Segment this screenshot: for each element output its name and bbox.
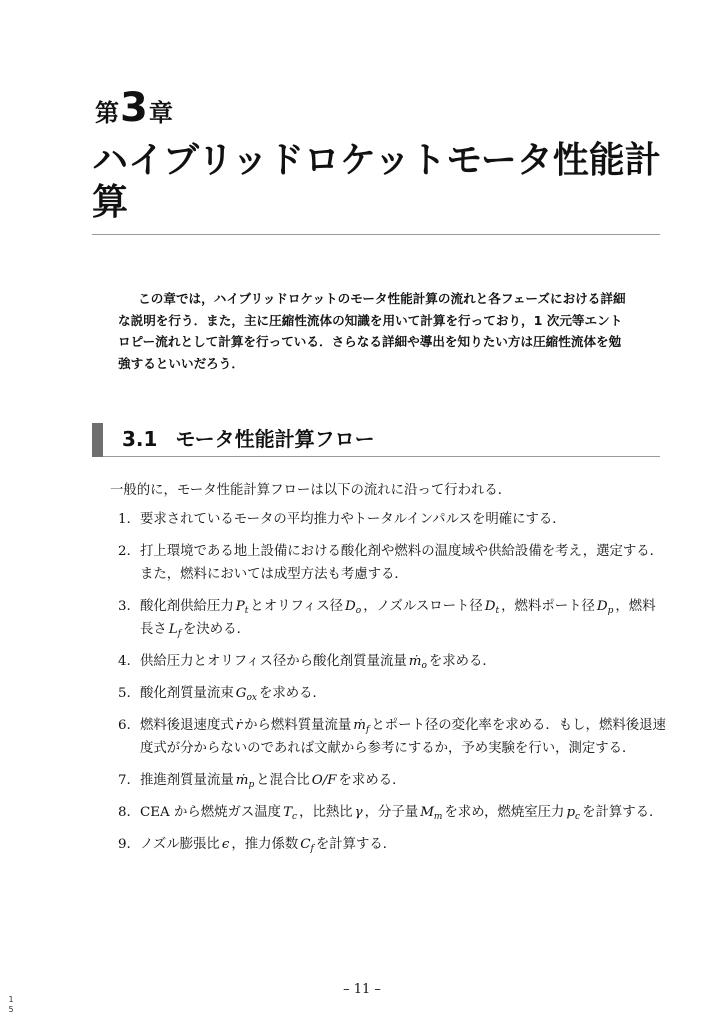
flow-step bbox=[118, 595, 666, 641]
math-symbol: ṁ$_f$ bbox=[353, 718, 370, 735]
chapter-suffix: 章 bbox=[148, 99, 173, 127]
math-symbol: $D_p$ bbox=[596, 599, 614, 616]
chapter-abstract: この章では，ハイブリッドロケットのモータ性能計算の流れと各フェーズにおける詳細な説明を行う．また，主に圧縮性流体の知識を用いて計算を行っており，1 次元等エントロピー流れとして計算を行っている．さらなる詳細や導出を知りたい方は圧縮性流体を勉強するといいだろう． bbox=[118, 291, 626, 371]
step-text: 供給圧力とオリフィス径から酸化剤質量流量 bbox=[140, 654, 407, 669]
step-text: を求める． bbox=[428, 654, 496, 669]
step-text: 酸化剤質量流束 bbox=[140, 686, 234, 701]
step-text: CEA から燃焼ガス温度 bbox=[140, 805, 282, 820]
step-text: を求める． bbox=[338, 773, 406, 788]
step-number: 2. bbox=[118, 544, 131, 559]
chapter-title: ハイブリッドロケットモータ性能計算 bbox=[92, 140, 661, 223]
step-text: とポート径の変化率を求める．もし，燃料後退速度式が分からないのであれば文献から参考にするか，予め実験を行い，測定する． bbox=[140, 718, 666, 756]
math-symbol: $L_f$ bbox=[168, 622, 182, 639]
step-number: 5. bbox=[118, 686, 131, 701]
step-number: 8. bbox=[118, 805, 131, 820]
step-number: 7. bbox=[118, 773, 131, 788]
step-text: 酸化剤供給圧力 bbox=[140, 599, 234, 614]
step-text: を決める． bbox=[183, 622, 250, 637]
flow-step bbox=[118, 508, 666, 531]
chapter-prefix: 第 bbox=[95, 99, 119, 127]
section-marker-bar bbox=[92, 423, 103, 457]
math-symbol: O/F bbox=[311, 773, 337, 788]
chapter-divider bbox=[92, 234, 660, 235]
section-title: モータ性能計算フロー bbox=[175, 427, 375, 451]
step-text: 燃料後退速度式 bbox=[140, 718, 234, 733]
step-text: を計算する． bbox=[582, 805, 663, 820]
step-text: 要求されているモータの平均推力やトータルインパルスを明確にする． bbox=[140, 512, 566, 527]
math-symbol: ṙ bbox=[235, 718, 243, 733]
flow-step bbox=[118, 540, 666, 586]
math-symbol: $D_o$ bbox=[345, 599, 362, 616]
flow-step bbox=[118, 650, 666, 673]
chapter-number: 3 bbox=[120, 85, 148, 131]
step-number: 9. bbox=[118, 837, 131, 852]
chapter-label bbox=[95, 85, 173, 131]
step-text: 打上環境である地上設備における酸化剤や燃料の温度域や供給設備を考え，選定する．また，燃料においては成型方法も考慮する． bbox=[140, 544, 664, 582]
step-text: ，比熱比 bbox=[299, 805, 353, 820]
section-divider bbox=[103, 456, 660, 457]
math-symbol: $T_c$ bbox=[283, 805, 298, 822]
step-number: 6. bbox=[118, 718, 131, 733]
step-text: ，推力係数 bbox=[231, 837, 299, 852]
page-number: – 11 – bbox=[343, 982, 381, 997]
step-number: 3. bbox=[118, 599, 131, 614]
step-text: ，分子量 bbox=[364, 805, 419, 820]
step-text: から燃料質量流量 bbox=[244, 718, 352, 733]
flow-step bbox=[118, 714, 666, 760]
step-text: ノズル膨張比 bbox=[140, 837, 220, 852]
flow-step bbox=[118, 769, 666, 792]
math-symbol: $M_m$ bbox=[420, 805, 443, 822]
math-symbol: ṁ$_o$ bbox=[408, 654, 427, 671]
step-text: を求める． bbox=[258, 686, 326, 701]
margin-mark: 1 5 bbox=[8, 995, 14, 1014]
math-symbol: ϵ bbox=[221, 837, 230, 852]
section-intro: 一般的に，モータ性能計算フローは以下の流れに沿って行われる． bbox=[110, 483, 512, 498]
math-symbol: ṁ$_p$ bbox=[235, 773, 255, 790]
step-text: ，燃料ポート径 bbox=[501, 599, 595, 614]
section-heading bbox=[122, 424, 375, 454]
math-symbol: $C_f$ bbox=[300, 837, 314, 854]
math-symbol: $P_t$ bbox=[235, 599, 249, 616]
step-text: と混合比 bbox=[256, 773, 310, 788]
math-symbol: $p_c$ bbox=[566, 805, 581, 822]
flow-step-list bbox=[118, 508, 666, 856]
math-symbol: $G_{ox}$ bbox=[235, 686, 257, 703]
math-symbol: $D_t$ bbox=[484, 599, 500, 616]
step-number: 4. bbox=[118, 654, 131, 669]
step-number: 1. bbox=[118, 512, 131, 527]
math-symbol: γ bbox=[354, 805, 363, 820]
step-text: ，ノズルスロート径 bbox=[363, 599, 483, 614]
flow-step bbox=[118, 682, 666, 705]
step-text: とオリフィス径 bbox=[250, 599, 344, 614]
step-text: ，燃料長さ bbox=[140, 599, 656, 637]
flow-step bbox=[118, 833, 666, 856]
step-text: 推進剤質量流量 bbox=[140, 773, 234, 788]
step-text: を求め，燃焼室圧力 bbox=[444, 805, 565, 820]
flow-step bbox=[118, 801, 666, 824]
section-number: 3.1 bbox=[122, 427, 158, 451]
step-text: を計算する． bbox=[315, 837, 397, 852]
